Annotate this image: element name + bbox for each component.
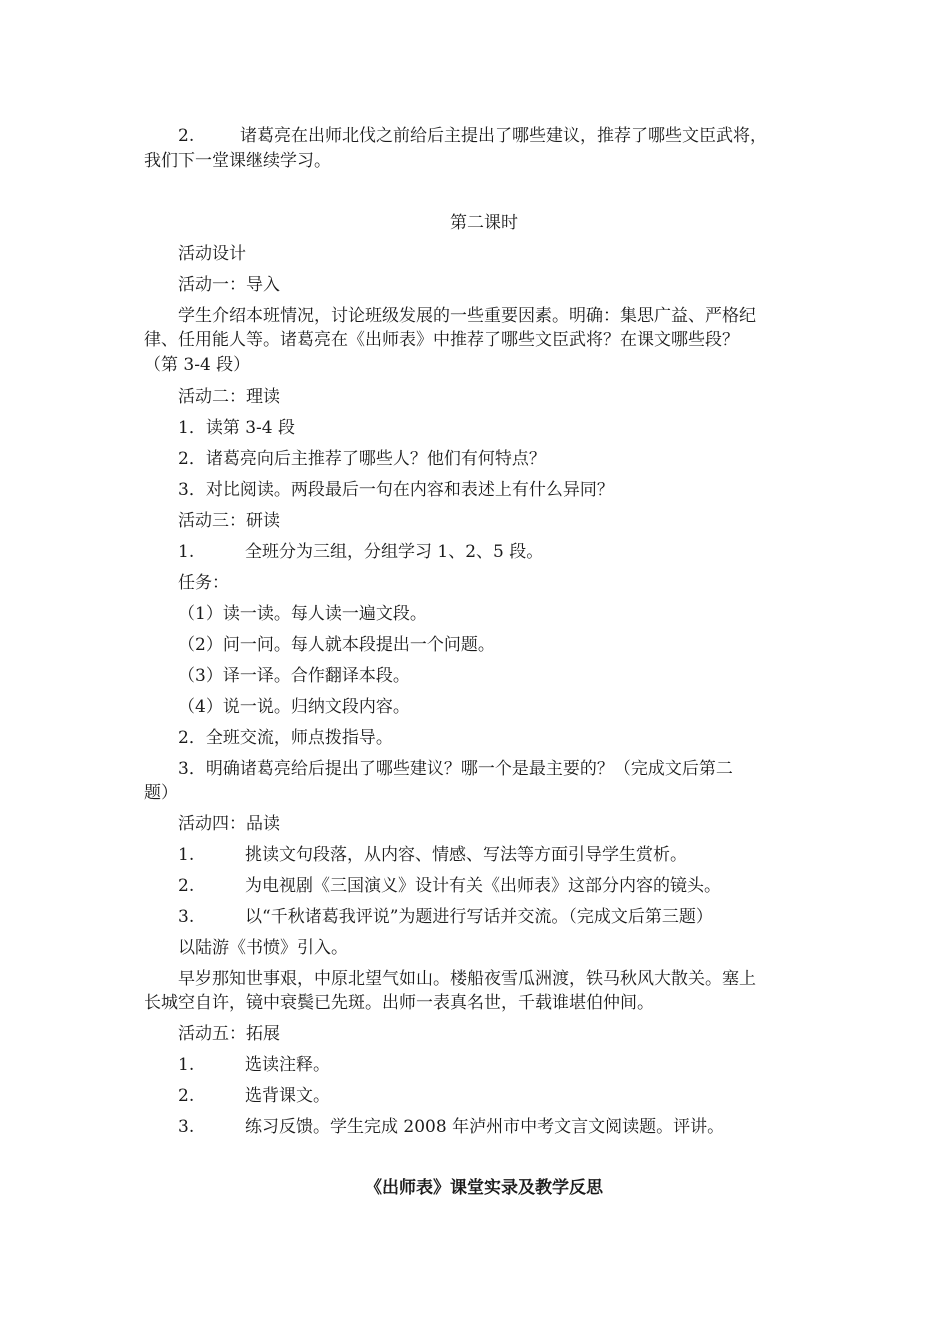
activity-3-title: 活动三：研读 — [178, 511, 280, 531]
activity-2-item-1: 1．读第 3-4 段 — [178, 418, 295, 438]
item-number: 1. — [178, 542, 195, 562]
item-text: 全班分为三组，分组学习 1、2、5 段。 — [245, 542, 544, 562]
activity-2-title: 活动二：理读 — [178, 387, 280, 407]
activity-4-item-3 — [178, 909, 713, 926]
lesson-heading: 第二课时 — [450, 213, 518, 233]
activity-3-item-1 — [178, 544, 543, 561]
activity-3-item-3-line-1: 3．明确诸葛亮给后提出了哪些建议？哪一个是最主要的？（完成文后第二 — [178, 759, 733, 779]
activity-2-item-2: 2．诸葛亮向后主推荐了哪些人？他们有何特点？ — [178, 449, 546, 469]
task-3: （3）译一译。合作翻译本段。 — [178, 666, 410, 686]
item-number: 2. — [178, 1086, 195, 1106]
activity-3-item-2: 2．全班交流，师点拨指导。 — [178, 728, 393, 748]
activity-1-paragraph-line-3: （第 3-4 段） — [144, 355, 251, 375]
activity-design-label: 活动设计 — [178, 244, 246, 264]
item-number: 3. — [178, 1117, 195, 1137]
activity-2-item-3: 3．对比阅读。两段最后一句在内容和表述上有什么异同？ — [178, 480, 614, 500]
poem-intro: 以陆游《书愤》引入。 — [178, 938, 348, 958]
task-1: （1）读一读。每人读一遍文段。 — [178, 604, 427, 624]
task-2: （2）问一问。每人就本段提出一个问题。 — [178, 635, 495, 655]
activity-1-paragraph-line-1: 学生介绍本班情况，讨论班级发展的一些重要因素。明确：集思广益、严格纪 — [178, 306, 756, 326]
activity-5-item-3 — [178, 1119, 724, 1136]
item-text: 练习反馈。学生完成 2008 年泸州市中考文言文阅读题。评讲。 — [245, 1117, 725, 1137]
poem-line-2: 长城空自许，镜中衰鬓已先斑。出师一表真名世，千载谁堪伯仲间。 — [144, 993, 654, 1013]
item-number: 1. — [178, 845, 195, 865]
activity-4-item-2 — [178, 878, 721, 895]
task-label: 任务： — [178, 573, 229, 593]
item-number: 2. — [178, 876, 195, 896]
activity-1-title: 活动一：导入 — [178, 275, 280, 295]
activity-4-item-1 — [178, 847, 687, 864]
item-number: 3. — [178, 907, 195, 927]
activity-4-title: 活动四：品读 — [178, 814, 280, 834]
activity-5-item-1 — [178, 1057, 330, 1074]
section-title: 《出师表》课堂实录及教学反思 — [365, 1178, 603, 1198]
intro-item-2 — [178, 128, 767, 145]
poem-line-1: 早岁那知世事艰，中原北望气如山。楼船夜雪瓜洲渡，铁马秋风大散关。塞上 — [178, 969, 756, 989]
item-text: 以“千秋诸葛我评说”为题进行写话并交流。（完成文后第三题） — [245, 907, 713, 927]
activity-1-paragraph-line-2: 律、任用能人等。诸葛亮在《出师表》中推荐了哪些文臣武将？在课文哪些段？ — [144, 330, 739, 350]
item-text: 诸葛亮在出师北伐之前给后主提出了哪些建议，推荐了哪些文臣武将， — [240, 126, 767, 146]
item-text: 挑读文句段落，从内容、情感、写法等方面引导学生赏析。 — [245, 845, 687, 865]
intro-item-2-continuation: 我们下一堂课继续学习。 — [144, 151, 331, 171]
activity-5-item-2 — [178, 1088, 330, 1105]
item-number: 2. — [178, 126, 195, 146]
item-text: 为电视剧《三国演义》设计有关《出师表》这部分内容的镜头。 — [245, 876, 721, 896]
activity-5-title: 活动五：拓展 — [178, 1024, 280, 1044]
task-4: （4）说一说。归纳文段内容。 — [178, 697, 410, 717]
activity-3-item-3-line-2: 题） — [144, 783, 178, 803]
item-text: 选背课文。 — [245, 1086, 330, 1106]
item-number: 1. — [178, 1055, 195, 1075]
item-text: 选读注释。 — [245, 1055, 330, 1075]
